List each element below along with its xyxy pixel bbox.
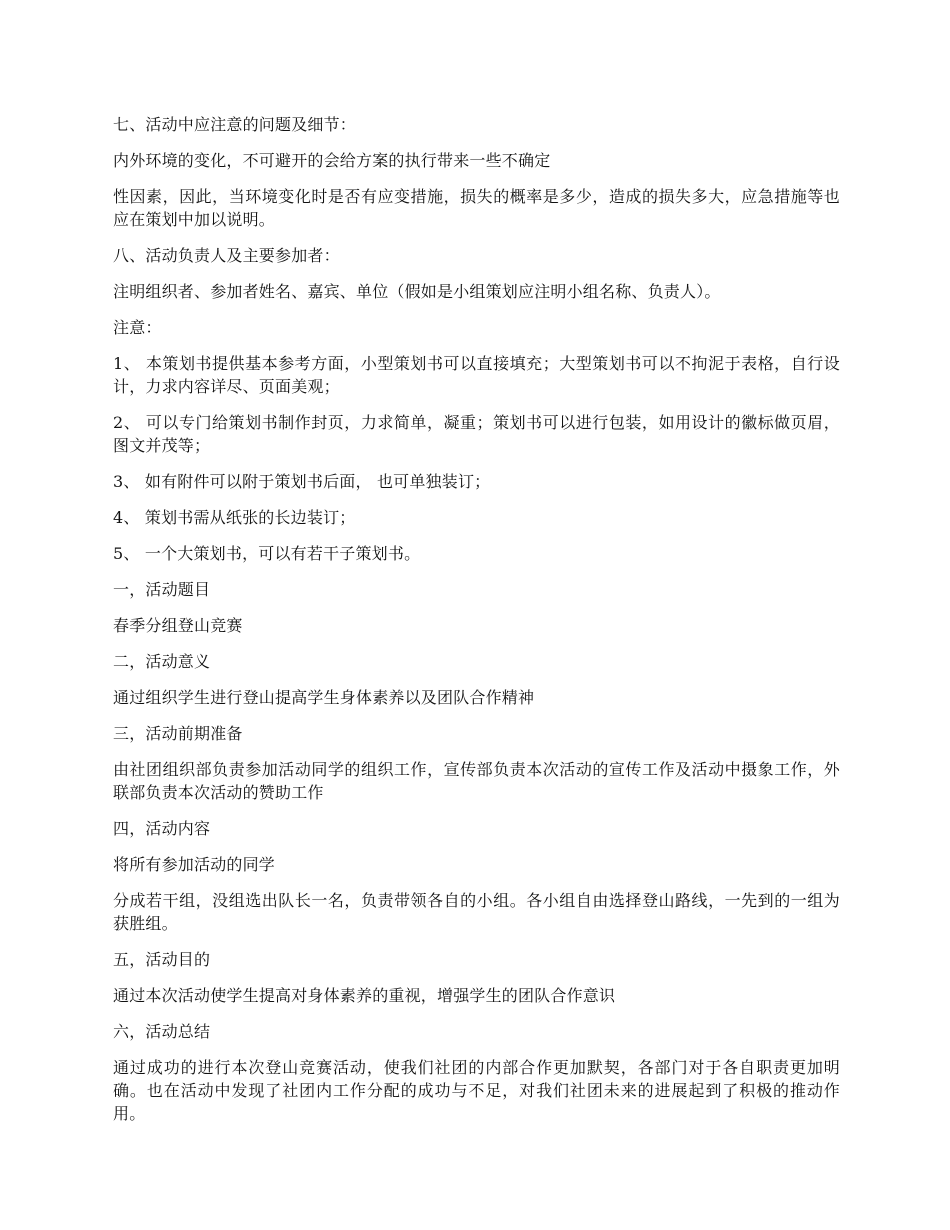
paragraph: 将所有参加活动的同学 bbox=[113, 855, 276, 874]
paragraph: 分成若干组，没组选出队长一名，负责带领各自的小组。各小组自由选择登山路线，一先到的一组为获胜组。 bbox=[113, 891, 840, 933]
section-heading-activity-significance: 二，活动意义 bbox=[113, 652, 211, 671]
paragraph: 性因素，因此，当环境变化时是否有应变措施，损失的概率是多少，造成的损失多大，应急措施等也应在策划中加以说明。 bbox=[113, 187, 840, 229]
paragraph: 由社团组织部负责参加活动同学的组织工作，宣传部负责本次活动的宣传工作及活动中摄象工作，外联部负责本次活动的赞助工作 bbox=[113, 760, 840, 802]
section-heading-activity-title: 一，活动题目 bbox=[113, 580, 211, 599]
section-heading-activity-summary: 六，活动总结 bbox=[113, 1022, 211, 1041]
notes-heading: 注意： bbox=[113, 318, 162, 337]
paragraph: 春季分组登山竞赛 bbox=[113, 616, 243, 635]
section-heading-responsible-persons: 八、活动负责人及主要参加者： bbox=[113, 246, 340, 265]
note-item-2: 2、 可以专门给策划书制作封页，力求简单，凝重；策划书可以进行包装，如用设计的徽标做页眉，图文并茂等； bbox=[113, 413, 840, 455]
section-heading-preparation: 三，活动前期准备 bbox=[113, 724, 243, 743]
section-heading-precautions: 七、活动中应注意的问题及细节： bbox=[113, 115, 357, 134]
note-item-3: 3、 如有附件可以附于策划书后面， 也可单独装订； bbox=[113, 472, 491, 491]
note-item-1: 1、 本策划书提供基本参考方面，小型策划书可以直接填充；大型策划书可以不拘泥于表格，自行设计，力求内容详尽、页面美观； bbox=[113, 354, 840, 396]
paragraph: 通过成功的进行本次登山竞赛活动，使我们社团的内部合作更加默契，各部门对于各自职责更加明确。也在活动中发现了社团内工作分配的成功与不足，对我们社团未来的进展起到了积极的推动作用。 bbox=[113, 1058, 840, 1123]
section-heading-activity-content: 四，活动内容 bbox=[113, 819, 211, 838]
note-item-4: 4、 策划书需从纸张的长边装订； bbox=[113, 508, 356, 527]
document-body bbox=[113, 113, 840, 1138]
paragraph: 通过组织学生进行登山提高学生身体素养以及团队合作精神 bbox=[113, 688, 535, 707]
paragraph: 内外环境的变化，不可避开的会给方案的执行带来一些不确定 bbox=[113, 151, 551, 170]
paragraph: 通过本次活动使学生提高对身体素养的重视，增强学生的团队合作意识 bbox=[113, 986, 616, 1005]
note-item-5: 5、 一个大策划书，可以有若干子策划书。 bbox=[113, 544, 421, 563]
paragraph: 注明组织者、参加者姓名、嘉宾、单位（假如是小组策划应注明小组名称、负责人）。 bbox=[113, 282, 721, 301]
section-heading-activity-goal: 五，活动目的 bbox=[113, 950, 211, 969]
